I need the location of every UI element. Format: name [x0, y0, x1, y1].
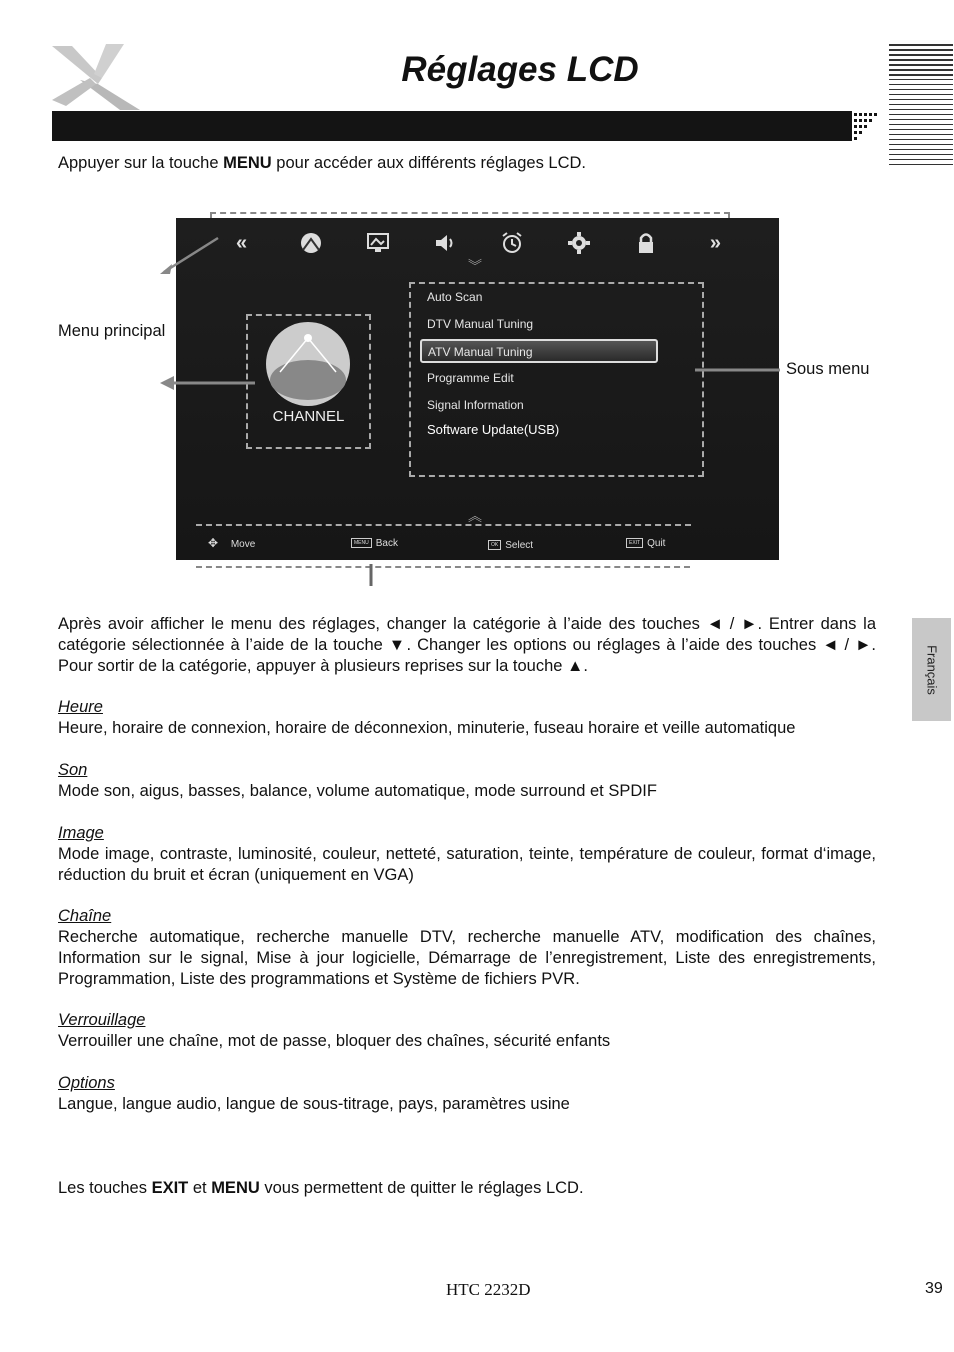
chevron-right-icon: » — [709, 231, 721, 254]
back-hint: MENU Back — [351, 538, 398, 549]
menu-item-signal-information[interactable]: Signal Information — [427, 398, 524, 412]
category-son — [58, 760, 876, 802]
category-verrouillage — [58, 1010, 876, 1052]
category-title: Chaîne — [58, 907, 112, 925]
decorative-lines — [889, 44, 953, 172]
menu-item-auto-scan[interactable]: Auto Scan — [427, 290, 483, 304]
category-image — [58, 823, 876, 886]
menu-key: MENU — [223, 154, 272, 172]
callout-lines — [150, 230, 790, 590]
chevron-down-icon: ︾ — [468, 258, 482, 274]
category-text: Mode son, aigus, basses, balance, volume automatique, mode surround et SPDIF — [58, 782, 657, 800]
category-title: Options — [58, 1074, 115, 1092]
category-chaine — [58, 906, 876, 990]
chevron-left-icon: « — [236, 231, 248, 254]
move-hint: ✥ Move — [208, 536, 256, 550]
intro-paragraph: Appuyer sur la touche MENU pour accéder aux différents réglages LCD. — [58, 154, 586, 172]
menu-item-dtv-manual-tuning[interactable]: DTV Manual Tuning — [427, 317, 534, 331]
category-text: Verrouiller une chaîne, mot de passe, bloquer des chaînes, sécurité enfants — [58, 1032, 611, 1050]
category-label: CHANNEL — [272, 408, 345, 425]
menu-item-atv-manual-tuning[interactable]: ATV Manual Tuning — [420, 339, 658, 363]
category-heure — [58, 697, 876, 739]
instructions-paragraph: Après avoir afficher le menu des réglages, changer la catégorie à l’aide des touches ◄ / ►. Entrer dans la catégorie sélectionnée à l’aide de la touche ▼. Changer les options ou réglages à l’aide des touches ◄ / ►. Pour sortir de la catégorie, appuyer à plusieurs reprises sur la touche ▲. — [58, 615, 876, 675]
page-number: 39 — [925, 1280, 943, 1297]
quit-hint: EXIT Quit — [626, 538, 665, 549]
sub-menu-label: Sous menu — [786, 360, 870, 378]
menu-item-programme-edit[interactable]: Programme Edit — [427, 371, 514, 385]
header-bar-pattern — [842, 111, 884, 141]
main-menu-label: Menu principal — [58, 322, 166, 340]
arrows-icon: ✥ — [208, 536, 219, 550]
brand-logo — [50, 40, 150, 112]
header-bar — [52, 111, 852, 141]
menu-item-software-update[interactable]: Software Update(USB) — [427, 422, 560, 437]
chevron-up-icon: ︽ — [468, 508, 482, 524]
page-title: Réglages LCD — [401, 50, 639, 89]
language-tab: Français — [912, 618, 951, 721]
category-title: Son — [58, 761, 88, 779]
category-text: Langue, langue audio, langue de sous-titrage, pays, paramètres usine — [58, 1095, 570, 1113]
footer-model: HTC 2232D — [446, 1280, 531, 1299]
category-title: Heure — [58, 698, 103, 716]
category-title: Verrouillage — [58, 1011, 146, 1029]
category-options — [58, 1073, 876, 1115]
category-text: Mode image, contraste, luminosité, couleur, netteté, saturation, teinte, température de couleur, format d‘image, réduction du bruit et écran (uniquement en VGA) — [58, 845, 876, 884]
category-title: Image — [58, 824, 104, 842]
exit-note: Les touches EXIT et MENU vous permettent de quitter le réglages LCD. — [58, 1179, 584, 1197]
select-hint: OK Select — [488, 540, 533, 551]
category-text: Recherche automatique, recherche manuelle DTV, recherche manuelle ATV, modification des chaînes, Information sur le signal, Mise à jour logicielle, Démarrage de l’enregistrement, Liste des enregistrements, Programmation, Liste des programmations et Système de fichiers PVR. — [58, 928, 876, 988]
menu-key: MENU — [211, 1179, 260, 1197]
category-text: Heure, horaire de connexion, horaire de déconnexion, minuterie, fuseau horaire et veille automatique — [58, 719, 796, 737]
exit-key: EXIT — [151, 1179, 189, 1197]
